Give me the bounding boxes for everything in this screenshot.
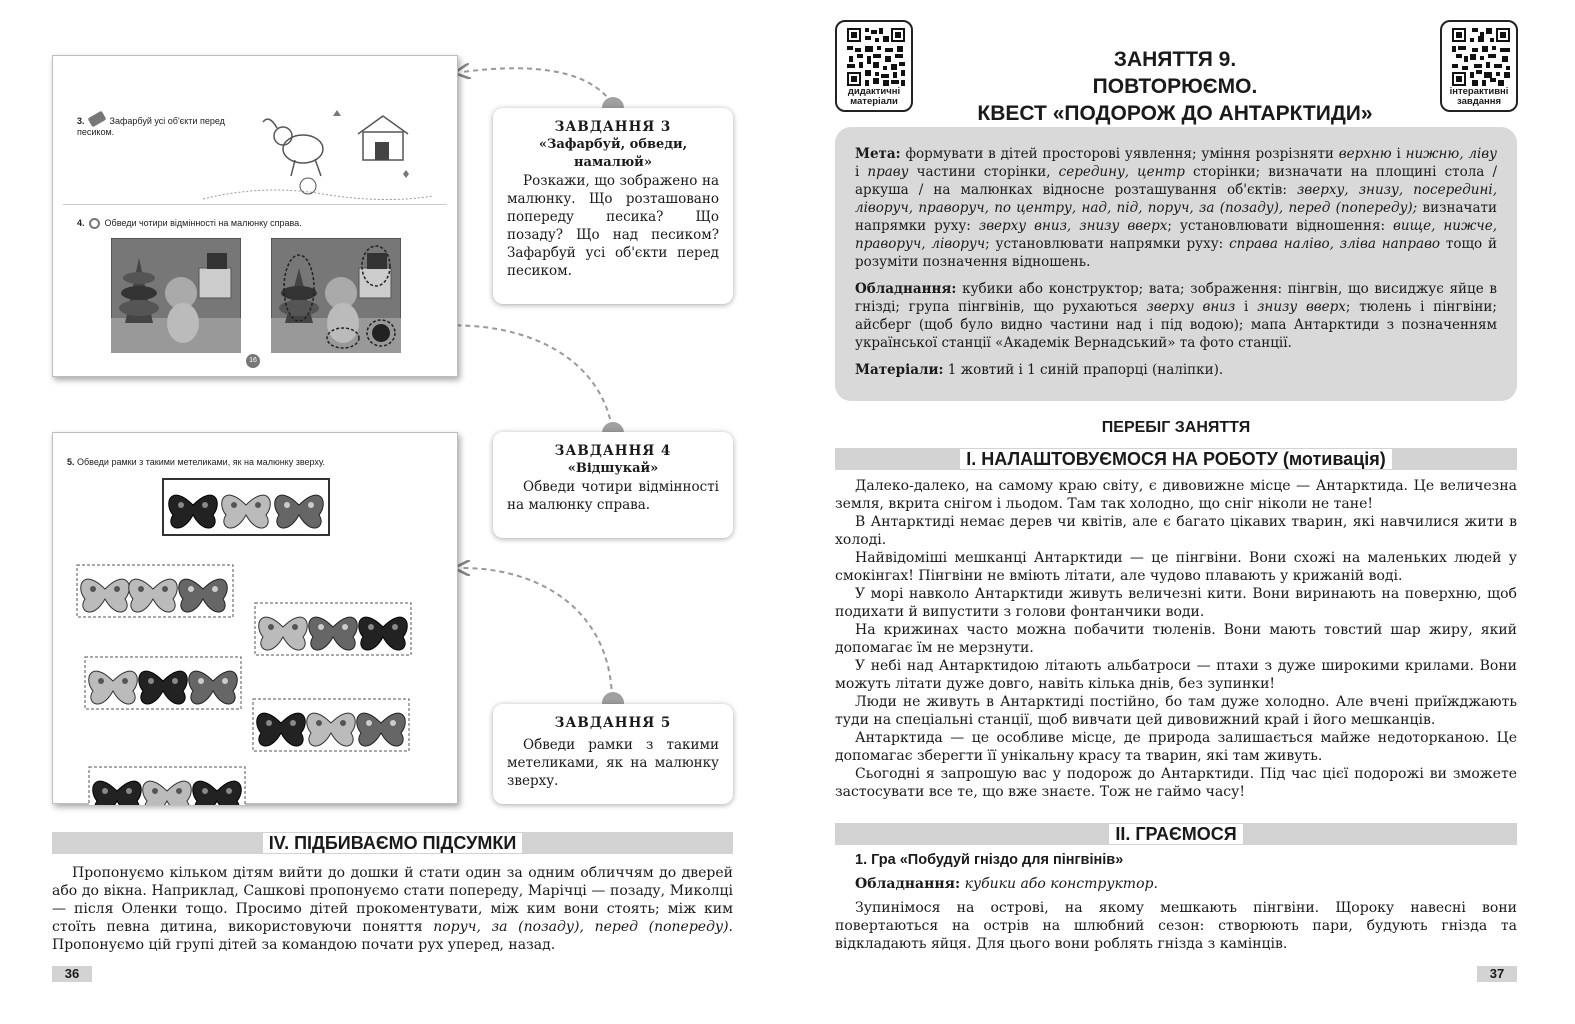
worksheet-page-number: 16 (246, 354, 260, 368)
section-i-text (835, 477, 1517, 801)
section-iv-text: Пропонуємо кільком дітям вийти до дошки й стати один за одним обличчям до дверей або до вікна. Наприклад, Сашкові пропонуємо стати попереду, Марічці — позаду, Миколці — після Оленки тощо. Просимо дітей прокоментувати, між ким вони стоять; між ким стоїть певна дитина, використовуючи поняття поруч, за (позаду), перед (попереду). Пропонуємо цій групі дітей за командою почати рух уперед, назад. (52, 865, 733, 953)
section-i-paragraph: Найвідоміші мешканці Антарктиди — це пінгвіни. Вони схожі на маленьких людей у смокінгах! Пінгвіни не вміють літати, але чудово плавають у крижаній воді. (835, 550, 1517, 584)
game-title: 1. Гра «Побудуй гніздо для пінгвінів» (855, 852, 1124, 868)
left-page (0, 0, 787, 1024)
section-i-heading: I. НАЛАШТОВУЄМОСЯ НА РОБОТУ (мотивація) (835, 448, 1517, 470)
section-i-paragraph: Люди не живуть в Антарктиді постійно, бо там дуже холодно. Але вчені приїжджають туди на спеціальні станції, щоб вивчати цей дивовижний край і його мешканців. (835, 694, 1517, 728)
arrow-task3 (462, 68, 612, 103)
section-i-paragraph: В Антарктиді немає дерев чи квітів, але є багато цікавих тварин, які навчилися жити в холоді. (835, 514, 1517, 548)
goal-paragraph: Мета: формувати в дітей просторові уявлення; уміння розрізняти верхню і нижню, ліву і праву частини сторінки, середину, центр сторінки; визначати на площині стола / аркуша / на малюнках відносне розташування об'єктів: зверху, знизу, посередині, ліворуч, праворуч, по центру, над, під, поруч, за (позаду), перед (попереду); визначати напрямки руху: зверху вниз, знизу вверх; установлювати відношення: вище, нижче, праворуч, ліворуч; установлювати напрямки руху: справа наліво, зліва направо тощо й розуміти позначення відношень. (855, 146, 1498, 270)
section-i-paragraph: У морі навколо Антарктиди живуть величезні кити. Вони виринають на поверхню, щоб подихати й випустити з голови фонтанчики води. (835, 586, 1517, 620)
lesson-title: ЗАНЯТТЯ 9. ПОВТОРЮЄМО. КВЕСТ «ПОДОРОЖ ДО АНТАРКТИДИ» (977, 48, 1373, 125)
arrow-task4 (436, 325, 612, 428)
materials-paragraph: Матеріали: 1 жовтий і 1 синій прапорці (наліпки). (855, 362, 1224, 378)
card3-title: ЗАВДАННЯ 3 (554, 119, 672, 135)
section-ii-heading: II. ГРАЄМОСЯ (835, 823, 1517, 845)
qr-didactic-materials[interactable] (835, 20, 913, 112)
comparison-picture-left (111, 238, 241, 353)
qr-left-label: дидактичні матеріали (847, 86, 901, 107)
card3-subtitle: «Зафарбуй, обведи, намалюй» (538, 137, 688, 170)
lesson-goal-box (835, 127, 1517, 401)
task-card-5 (493, 704, 733, 804)
task-card-4 (493, 432, 733, 538)
section-i-paragraph: У небі над Антарктидою літають альбатроси — птахи з дуже широкими крилами. Вони можуть літати дуже довго, навіть кілька днів, без зупинки! (835, 658, 1517, 692)
pencil-icon (88, 111, 107, 128)
arrow-task5 (462, 568, 612, 698)
qr-code-icon (847, 28, 905, 86)
task-card-3 (493, 108, 733, 304)
ws-divider (63, 204, 447, 205)
magnifier-icon (89, 218, 100, 229)
page-number-left: 36 (52, 966, 92, 982)
worksheet-top-image (52, 55, 458, 377)
card4-title: ЗАВДАННЯ 4 (554, 443, 672, 459)
section-iv-heading: IV. ПІДБИВАЄМО ПІДСУМКИ (52, 832, 733, 854)
section-i-paragraph: Сьогодні я запрошую вас у подорож до Антарктиди. Під час цієї подорожі ви зможете застосувати все те, що вже знаєте. Тож не гаймо часу! (835, 766, 1517, 800)
ws-task5: 5. Обведи рамки з такими метеликами, як на малюнку зверху. (67, 457, 326, 467)
dog-scene-illustration (203, 104, 433, 204)
game-description: Зупинімося на острові, на якому мешкають пінгвіни. Щороку навесні вони повертаються на острів на шлюбний сезон: створюють пари, будують гнізда та відкладають яйця. Для цього вони роблять гнізда з камінців. (835, 900, 1517, 952)
card5-title: ЗАВДАННЯ 5 (554, 715, 672, 731)
card4-text: Обведи чотири відмінності на малюнку справа. (507, 479, 719, 513)
page-number-right: 37 (1477, 966, 1517, 982)
game-equipment: Обладнання: кубики або конструктор. (855, 876, 1158, 892)
butterfly-frames-illustration (53, 471, 459, 805)
card3-text: Розкажи, що зображено на малюнку. Що розташовано попереду песика? Що позаду? Що над песиком? Зафарбуй усі об'єкти перед песиком. (507, 173, 719, 279)
course-title: ПЕРЕБІГ ЗАНЯТТЯ (1101, 419, 1251, 436)
equipment-paragraph: Обладнання: кубики або конструктор; вата; зображення: пінгвін, що висиджує яйце в гнізді; група пінгвінів, що рухаються зверху вниз і знизу вверх; тюлень і пінгвіни; айсберг (щоб було видно частини над і під водою); мапа Антарктиди з позначенням української станції «Академік Вернадський» та фото станції. (855, 281, 1497, 351)
card5-text: Обведи рамки з такими метеликами, як на малюнку зверху. (507, 737, 719, 789)
qr-code-icon (1452, 28, 1510, 86)
section-ii-text (835, 875, 1517, 953)
ws-task3: 3. Зафарбуй усі об'єкти перед песиком. (77, 114, 247, 138)
card4-subtitle: «Відшукай» (567, 461, 659, 476)
qr-interactive-tasks[interactable] (1440, 20, 1518, 112)
section-i-paragraph: На крижинах часто можна побачити тюленів. Вони мають товстий шар жиру, який допомагає їм не мерзнути. (835, 622, 1517, 656)
section-i-paragraph: Далеко-далеко, на самому краю світу, є дивовижне місце — Антарктида. Це величезна земля, вкрита снігом і льодом. Там так холодно, що сніг ніколи не тане! (835, 478, 1517, 512)
comparison-picture-right (271, 238, 401, 353)
ws-task4: 4. Обведи чотири відмінності на малюнку справа. (77, 218, 302, 228)
qr-right-label: інтерактивні завдання (1449, 86, 1509, 107)
section-i-paragraph: Антарктида — це особливе місце, де природа залишається майже недоторканою. Це допомагає зберегти її унікальну красу та тварин, які там живуть. (835, 730, 1517, 764)
worksheet-bottom-image (52, 432, 458, 804)
